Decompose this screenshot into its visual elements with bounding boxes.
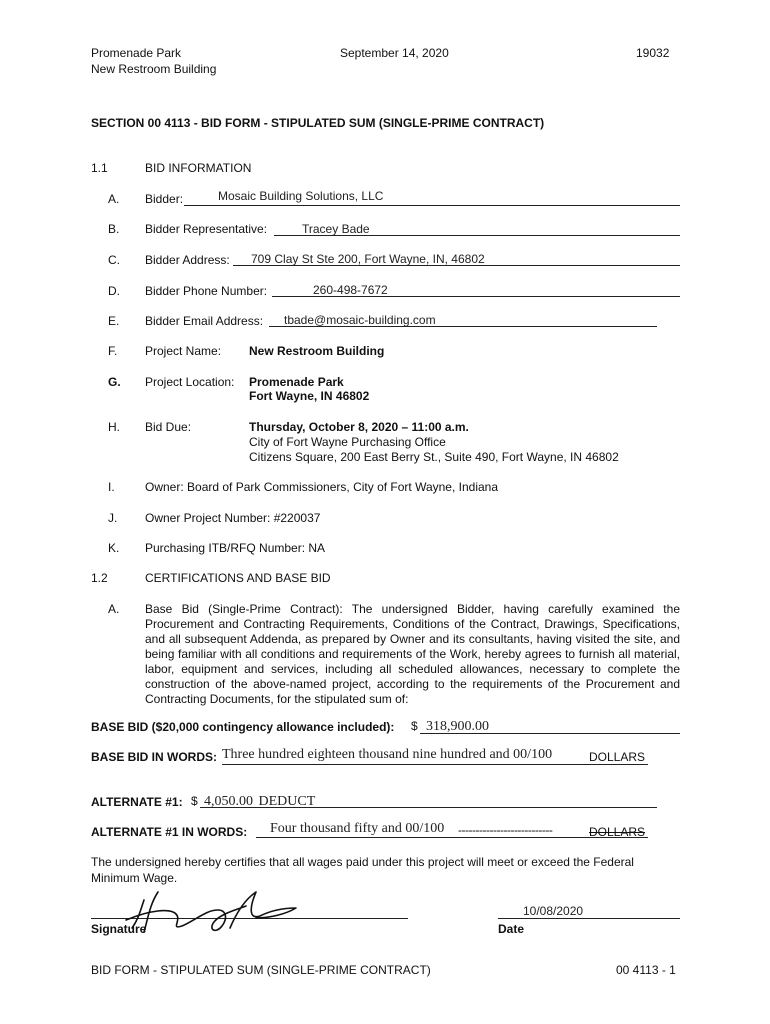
date-line bbox=[498, 918, 680, 919]
bidder-address-field[interactable]: 709 Clay St Ste 200, Fort Wayne, IN, 46802 bbox=[251, 252, 485, 266]
item-letter: B. bbox=[108, 222, 120, 236]
bidder-label: Bidder: bbox=[145, 192, 184, 206]
section-number: 1.1 bbox=[91, 161, 108, 175]
project-name-value: New Restroom Building bbox=[249, 344, 385, 358]
header-date: September 14, 2020 bbox=[340, 46, 449, 60]
bidder-phone-field[interactable]: 260-498-7672 bbox=[313, 283, 388, 297]
project-subtitle-header: New Restroom Building bbox=[91, 62, 217, 76]
base-bid-words-line bbox=[222, 764, 648, 765]
item-letter: I. bbox=[108, 480, 115, 494]
item-letter: A. bbox=[108, 602, 120, 616]
section-heading: CERTIFICATIONS AND BASE BID bbox=[145, 571, 331, 585]
date-label: Date bbox=[498, 922, 525, 936]
item-letter: A. bbox=[108, 192, 120, 206]
item-letter: C. bbox=[108, 253, 120, 267]
project-location-label: Project Location: bbox=[145, 375, 235, 389]
bid-due-address: Citizens Square, 200 East Berry St., Suite 490, Fort Wayne, IN 46802 bbox=[249, 450, 619, 464]
base-bid-words-label: BASE BID IN WORDS: bbox=[91, 750, 217, 764]
item-letter: F. bbox=[108, 344, 118, 358]
purchasing-number: Purchasing ITB/RFQ Number: NA bbox=[145, 541, 326, 555]
base-bid-label: BASE BID ($20,000 contingency allowance included): bbox=[91, 720, 395, 734]
bidder-email-field[interactable]: tbade@mosaic-building.com bbox=[284, 313, 436, 327]
project-location-value: Promenade Park bbox=[249, 375, 344, 389]
footer-page-number: 00 4113 - 1 bbox=[616, 963, 676, 977]
footer-title: BID FORM - STIPULATED SUM (SINGLE-PRIME CONTRACT) bbox=[91, 963, 431, 977]
signature-label: Signature bbox=[91, 922, 147, 936]
header-project-number: 19032 bbox=[636, 46, 670, 60]
alternate-words-dollars: DOLLARS bbox=[589, 825, 646, 839]
base-bid-field[interactable]: 318,900.00 bbox=[426, 719, 489, 734]
bid-due-date: Thursday, October 8, 2020 – 11:00 a.m. bbox=[249, 420, 469, 434]
item-letter: K. bbox=[108, 541, 120, 555]
bid-due-office: City of Fort Wayne Purchasing Office bbox=[249, 435, 446, 449]
owner-text: Owner: Board of Park Commissioners, City of Fort Wayne, Indiana bbox=[145, 480, 499, 494]
wage-certification: The undersigned hereby certifies that all wages paid under this project will meet or exceed the Federal Minimum Wage. bbox=[91, 855, 634, 885]
alternate-field[interactable]: 4,050.00 DEDUCT bbox=[204, 794, 316, 809]
section-title: SECTION 00 4113 - BID FORM - STIPULATED SUM (SINGLE-PRIME CONTRACT) bbox=[91, 116, 545, 130]
item-letter: D. bbox=[108, 284, 120, 298]
alternate-label: ALTERNATE #1: bbox=[91, 795, 183, 809]
project-name-label: Project Name: bbox=[145, 344, 222, 358]
alternate-words-line bbox=[256, 837, 648, 838]
base-bid-currency: $ bbox=[411, 719, 418, 733]
project-name-header: Promenade Park bbox=[91, 46, 182, 60]
bid-due-label: Bid Due: bbox=[145, 420, 192, 434]
owner-project-number: Owner Project Number: #220037 bbox=[145, 511, 321, 525]
base-bid-words-field[interactable]: Three hundred eighteen thousand nine hundred and 00/100 bbox=[222, 747, 553, 762]
bidder-field[interactable]: Mosaic Building Solutions, LLC bbox=[218, 189, 384, 203]
bidder-representative-label: Bidder Representative: bbox=[145, 222, 268, 236]
alternate-currency: $ bbox=[191, 794, 198, 808]
alternate-words-dashes: --------------------------- bbox=[458, 823, 553, 837]
alternate-words-field[interactable]: Four thousand fifty and 00/100 bbox=[270, 821, 445, 836]
item-letter: J. bbox=[108, 511, 118, 525]
item-letter: E. bbox=[108, 314, 120, 328]
bidder-email-label: Bidder Email Address: bbox=[145, 314, 264, 328]
base-bid-words-dollars: DOLLARS bbox=[589, 750, 646, 764]
project-location-city: Fort Wayne, IN 46802 bbox=[249, 389, 370, 403]
alternate-words-label: ALTERNATE #1 IN WORDS: bbox=[91, 825, 248, 839]
bidder-line bbox=[184, 205, 680, 206]
bidder-representative-field[interactable]: Tracey Bade bbox=[302, 222, 370, 236]
item-letter: G. bbox=[108, 375, 121, 389]
bidder-phone-label: Bidder Phone Number: bbox=[145, 284, 268, 298]
section-heading: BID INFORMATION bbox=[145, 161, 252, 175]
bidder-address-label: Bidder Address: bbox=[145, 253, 230, 267]
base-bid-paragraph: Base Bid (Single-Prime Contract): The undersigned Bidder, having carefully examined the Procurement and Contracting Requirements, Conditions of the Contract, Drawings, Specifications, and all subsequent Addenda, as prepared by Owner and its consultants, having visited the site, and being familiar with all conditions and requirements of the Work, hereby agrees to furnish all material, labor, equipment and services, including all scheduled allowances, necessary to complete the construction of the above-named project, according to the requirements of the Procurement and Contracting Documents, for the stipulated sum of: bbox=[145, 602, 680, 706]
section-number: 1.2 bbox=[91, 571, 108, 585]
date-field[interactable]: 10/08/2020 bbox=[523, 904, 584, 918]
item-letter: H. bbox=[108, 420, 120, 434]
